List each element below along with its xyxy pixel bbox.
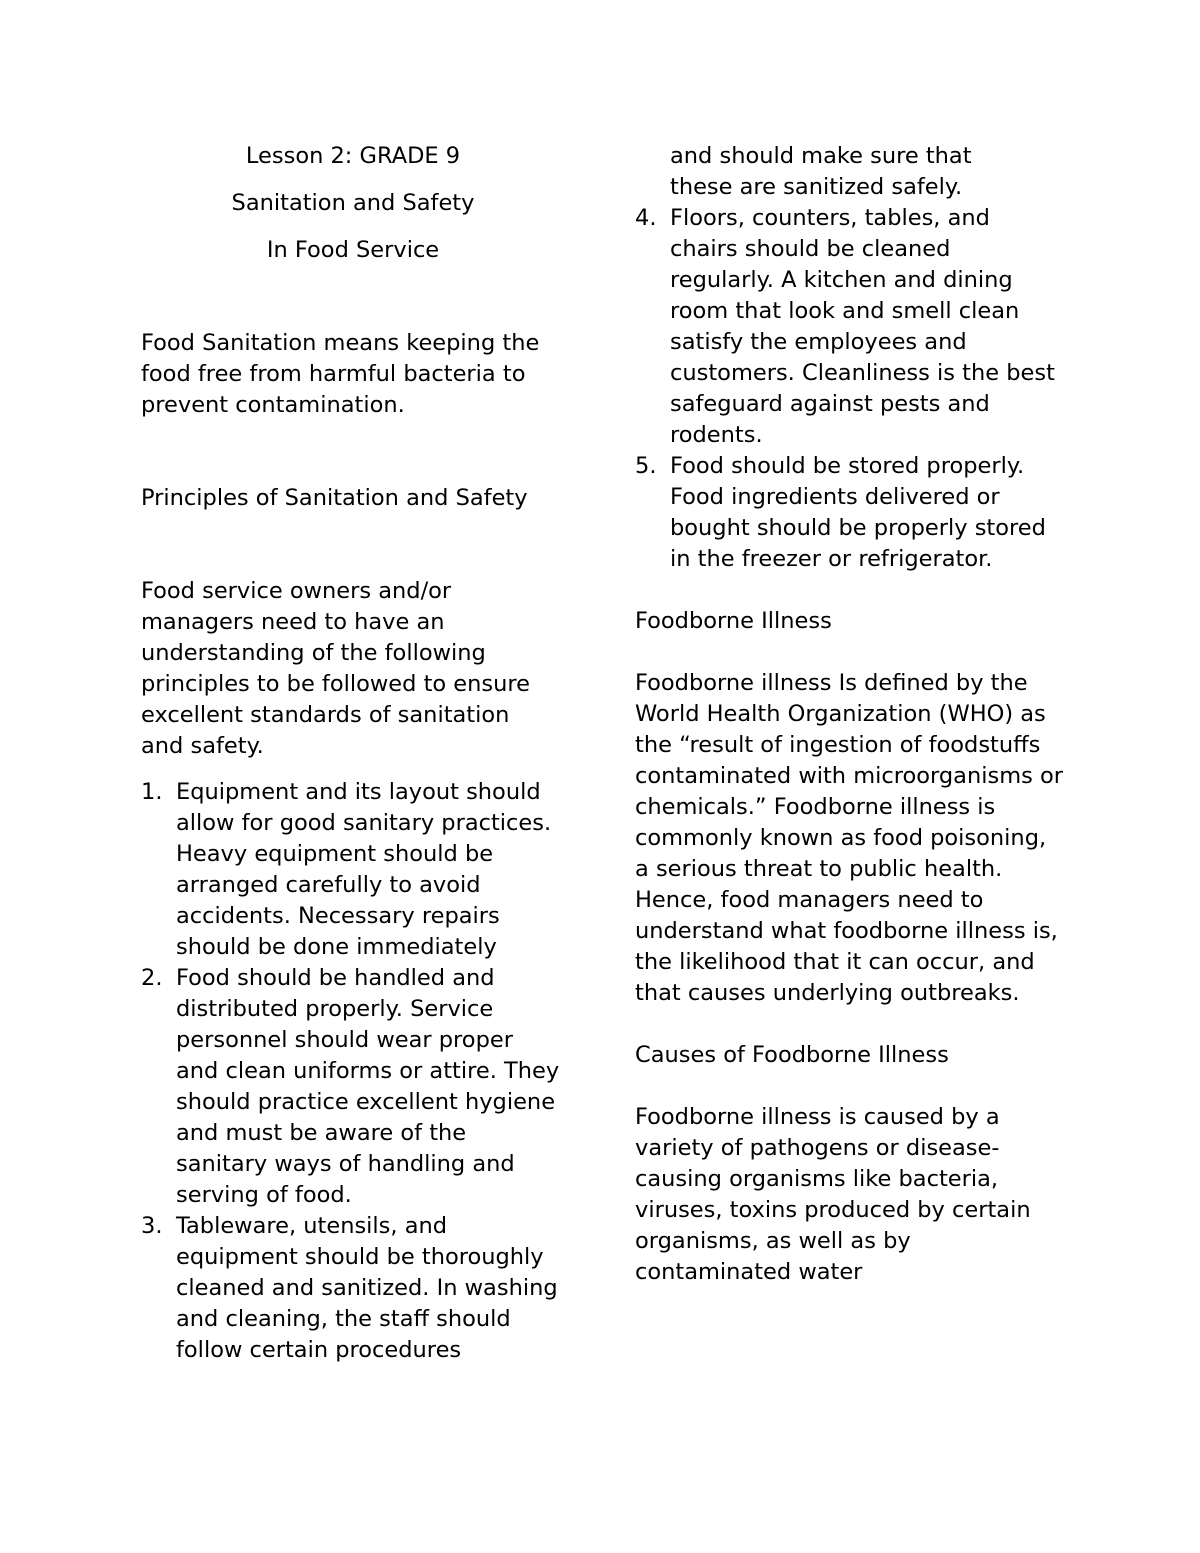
- list-item: [141, 777, 561, 963]
- left-column: [141, 141, 581, 1366]
- list-item: [635, 451, 1055, 575]
- list-text: Tableware, utensils, and equipment should be thoroughly cleaned and sanitized. In washing and cleaning, the staff should follow certain procedures: [176, 1213, 558, 1363]
- list-text: Food should be stored properly. Food ingredients delivered or bought should be properly stored in the freezer or refrigerator.: [670, 453, 1046, 572]
- principles-list: [141, 777, 561, 1366]
- list-text: Floors, counters, tables, and chairs should be cleaned regularly. A kitchen and dining room that look and smell clean satisfy the employees and customers. Cleanliness is the best safeguard against pests and rodents.: [670, 205, 1055, 448]
- list-text: Food should be handled and distributed properly. Service personnel should wear proper and clean uniforms or attire. They should practice excellent hygiene and must be aware of the sanitary ways of handling and serving of food.: [176, 965, 560, 1208]
- causes-heading: Causes of Foodborne Illness: [635, 1042, 949, 1068]
- foodborne-paragraph: Foodborne illness Is defined by the World Health Organization (WHO) as the “result of ingestion of foodstuffs contaminated with microorganisms or chemicals.” Foodborne illness is commonly known as food poisoning, a serious threat to public health. Hence, food managers need to understand what foodborne illness is, the likelihood that it can occur, and that causes underlying outbreaks.: [635, 670, 1064, 1006]
- list-number: 5.: [635, 453, 657, 479]
- list-number: 3.: [141, 1213, 163, 1239]
- list-number: 4.: [635, 205, 657, 231]
- list-item: [141, 1211, 561, 1366]
- principles-heading: Principles of Sanitation and Safety: [141, 485, 528, 511]
- title-lesson: Lesson 2: GRADE 9: [245, 143, 461, 169]
- foodborne-heading: Foodborne Illness: [635, 608, 832, 634]
- list-number: 2.: [141, 965, 163, 991]
- principles-list-continued: [635, 203, 1055, 575]
- list-item-continuation: and should make sure that these are sanitized safely.: [670, 143, 972, 200]
- title-subtopic: In Food Service: [266, 237, 440, 263]
- right-column: [635, 141, 1075, 1288]
- intro-paragraph: Food Sanitation means keeping the food free from harmful bacteria to prevent contamination.: [141, 330, 540, 418]
- title-topic: Sanitation and Safety: [231, 190, 475, 216]
- principles-intro: Food service owners and/or managers need to have an understanding of the following principles to be followed to ensure excellent standards of sanitation and safety.: [141, 578, 530, 759]
- list-number: 1.: [141, 779, 163, 805]
- list-text: Equipment and its layout should allow for good sanitary practices. Heavy equipment should be arranged carefully to avoid accidents. Necessary repairs should be done immediately: [176, 779, 552, 960]
- causes-paragraph: Foodborne illness is caused by a variety of pathogens or disease-causing organisms like bacteria, viruses, toxins produced by certain organisms, as well as by contaminated water: [635, 1104, 1031, 1285]
- list-item: [141, 963, 561, 1211]
- list-item: [635, 203, 1055, 451]
